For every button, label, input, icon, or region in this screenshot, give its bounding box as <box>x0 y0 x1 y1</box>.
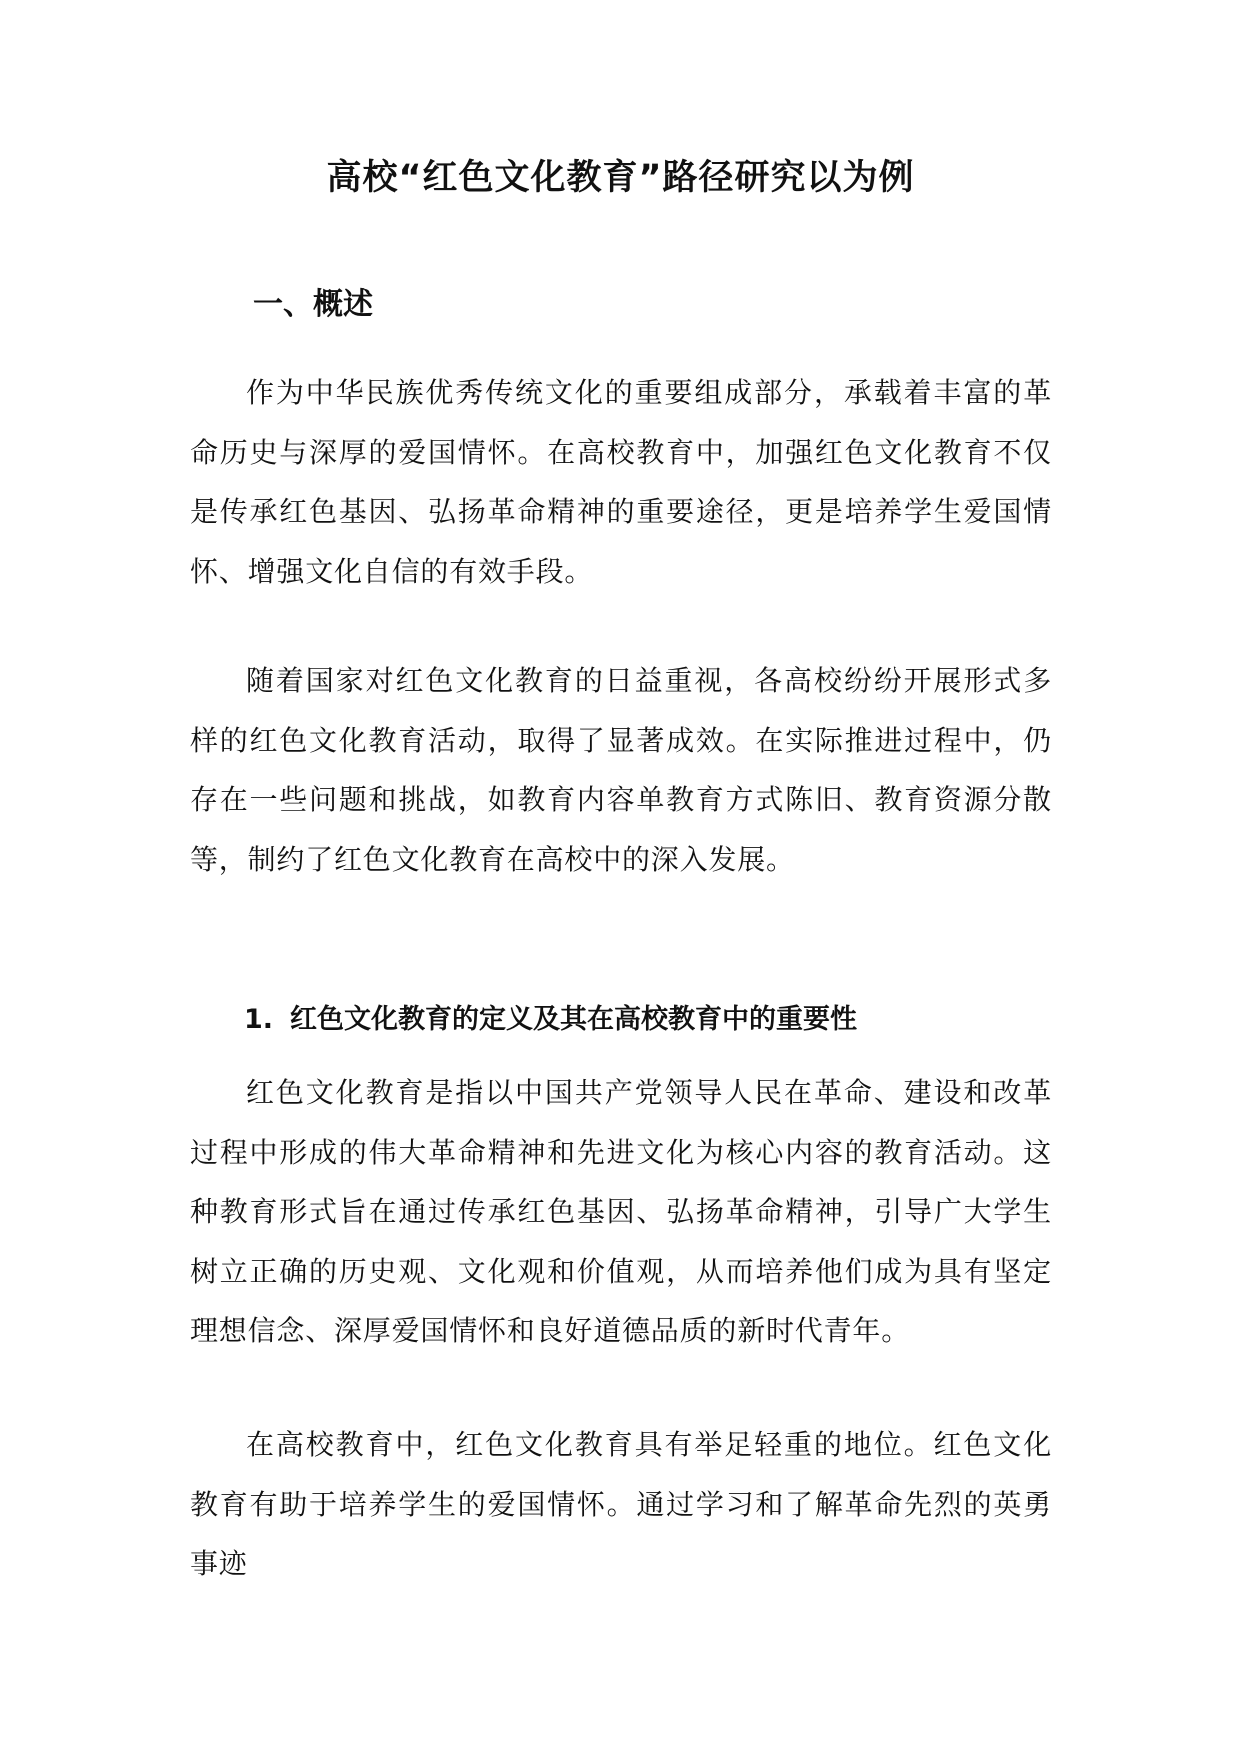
paragraph: 在高校教育中，红色文化教育具有举足轻重的地位。红色文化教育有助于培养学生的爱国情怀。通过学习和了解革命先烈的英勇事迹 <box>190 1428 1052 1580</box>
subsection-heading-text: 红色文化教育的定义及其在高校教育中的重要性 <box>290 1004 857 1035</box>
paragraph: 随着国家对红色文化教育的日益重视，各高校纷纷开展形式多样的红色文化教育活动，取得了显著成效。在实际推进过程中，仍存在一些问题和挑战，如教育内容单教育方式陈旧、教育资源分散等，制约了红色文化教育在高校中的深入发展。 <box>190 664 1052 876</box>
paragraph: 红色文化教育是指以中国共产党领导人民在革命、建设和改革过程中形成的伟大革命精神和先进文化为核心内容的教育活动。这种教育形式旨在通过传承红色基因、弘扬革命精神，引导广大学生树立正确的历史观、文化观和价值观，从而培养他们成为具有坚定理想信念、深厚爱国情怀和良好道德品质的新时代青年。 <box>190 1076 1052 1347</box>
subsection-number: 1. <box>244 1004 274 1035</box>
paragraph: 作为中华民族优秀传统文化的重要组成部分，承载着丰富的革命历史与深厚的爱国情怀。在高校教育中，加强红色文化教育不仅是传承红色基因、弘扬革命精神的重要途径，更是培养学生爱国情怀、增强文化自信的有效手段。 <box>190 376 1052 588</box>
document-title: 高校“红色文化教育”路径研究以为例 <box>326 158 915 198</box>
section-heading: 一、概述 <box>253 287 373 322</box>
subsection-heading <box>244 997 857 1043</box>
